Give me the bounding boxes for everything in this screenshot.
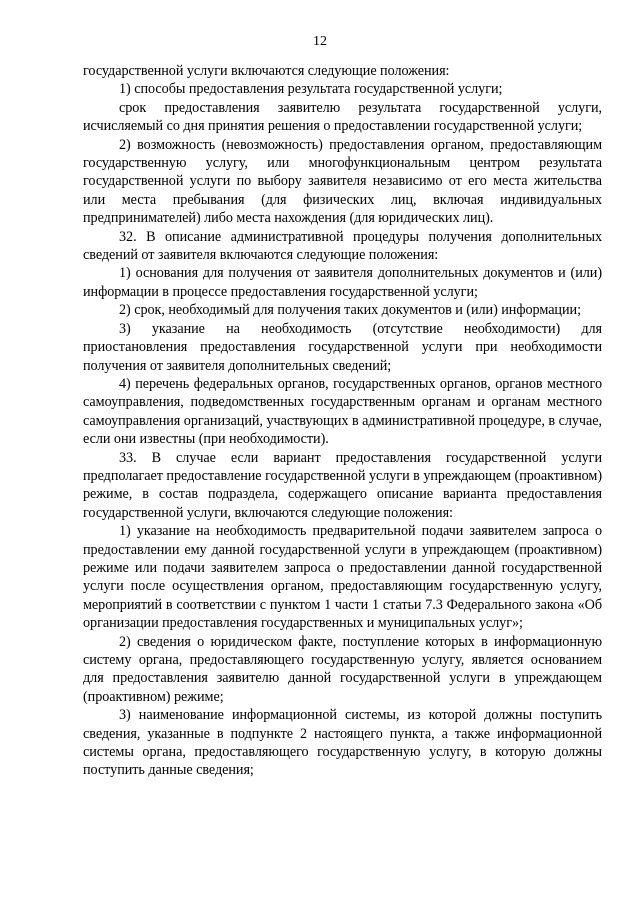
paragraph-item-2-extraterritorial: 2) возможность (невозможность) предоставления органом, предоставляющим государственную услугу, или многофункциональным центром результата государственной услуги по выбору заявителя независимо от его места жительства или места пребывания (для физических лиц, включая индивидуальных предпринимателей) либо места нахождения (для юридических лиц). bbox=[83, 136, 602, 227]
page-number: 12 bbox=[313, 34, 327, 49]
paragraph-result-deadline: срок предоставления заявителю результата государственной услуги, исчисляемый со дня принятия решения о предоставлении государственной услуги; bbox=[83, 99, 602, 135]
paragraph-intro-continuation: государственной услуги включаются следующие положения: bbox=[83, 63, 450, 79]
paragraph-clause-33: 33. В случае если вариант предоставления государственной услуги предполагает предоставление государственной услуги в упреждающем (проактивном) режиме, в состав подраздела, содержащего описание варианта предоставления государственной услуги, включаются следующие положения: bbox=[83, 449, 602, 521]
paragraph-item-1-methods: 1) способы предоставления результата государственной услуги; bbox=[119, 81, 503, 98]
paragraph-clause-32: 32. В описание административной процедуры получения дополнительных сведений от заявителя включаются следующие положения: bbox=[83, 228, 602, 264]
paragraph-33-item-1: 1) указание на необходимость предварительной подачи заявителем запроса о предоставлении ему данной государственной услуги в упреждающем (проактивном) режиме или подачи заявителем запроса о предоставлении данной государственной услуги после осуществления органом, предоставляющим государственную услугу, мероприятий в соответствии с пунктом 1 части 1 статьи 7.3 Федерального закона «Об организации предоставления государственных и муниципальных услуг»; bbox=[83, 523, 602, 632]
paragraph-32-item-3: 3) указание на необходимость (отсутствие необходимости) для приостановления предоставления государственной услуги при необходимости получения от заявителя дополнительных сведений; bbox=[83, 320, 602, 374]
paragraph-33-item-2: 2) сведения о юридическом факте, поступление которых в информационную систему органа, предоставляющего государственную услугу, является основанием для предоставления заявителю данной государственной услуги в упреждающем (проактивном) режиме; bbox=[83, 633, 602, 705]
paragraph-33-item-3: 3) наименование информационной системы, из которой должны поступить сведения, указанные в подпункте 2 настоящего пункта, а также информационной системы органа, предоставляющего государственную услугу, в которую должны поступить данные сведения; bbox=[83, 707, 602, 779]
paragraph-32-item-4: 4) перечень федеральных органов, государственных органов, органов местного самоуправления, подведомственных государственным органам и органам местного самоуправления организаций, участвующих в административной процедуре, в случае, если они известны (при необходимости). bbox=[83, 375, 602, 448]
paragraph-32-item-1: 1) основания для получения от заявителя дополнительных документов и (или) информации в процессе предоставления государственной услуги; bbox=[83, 265, 602, 300]
paragraph-32-item-2: 2) срок, необходимый для получения таких документов и (или) информации; bbox=[119, 302, 581, 319]
body-text bbox=[83, 62, 602, 780]
